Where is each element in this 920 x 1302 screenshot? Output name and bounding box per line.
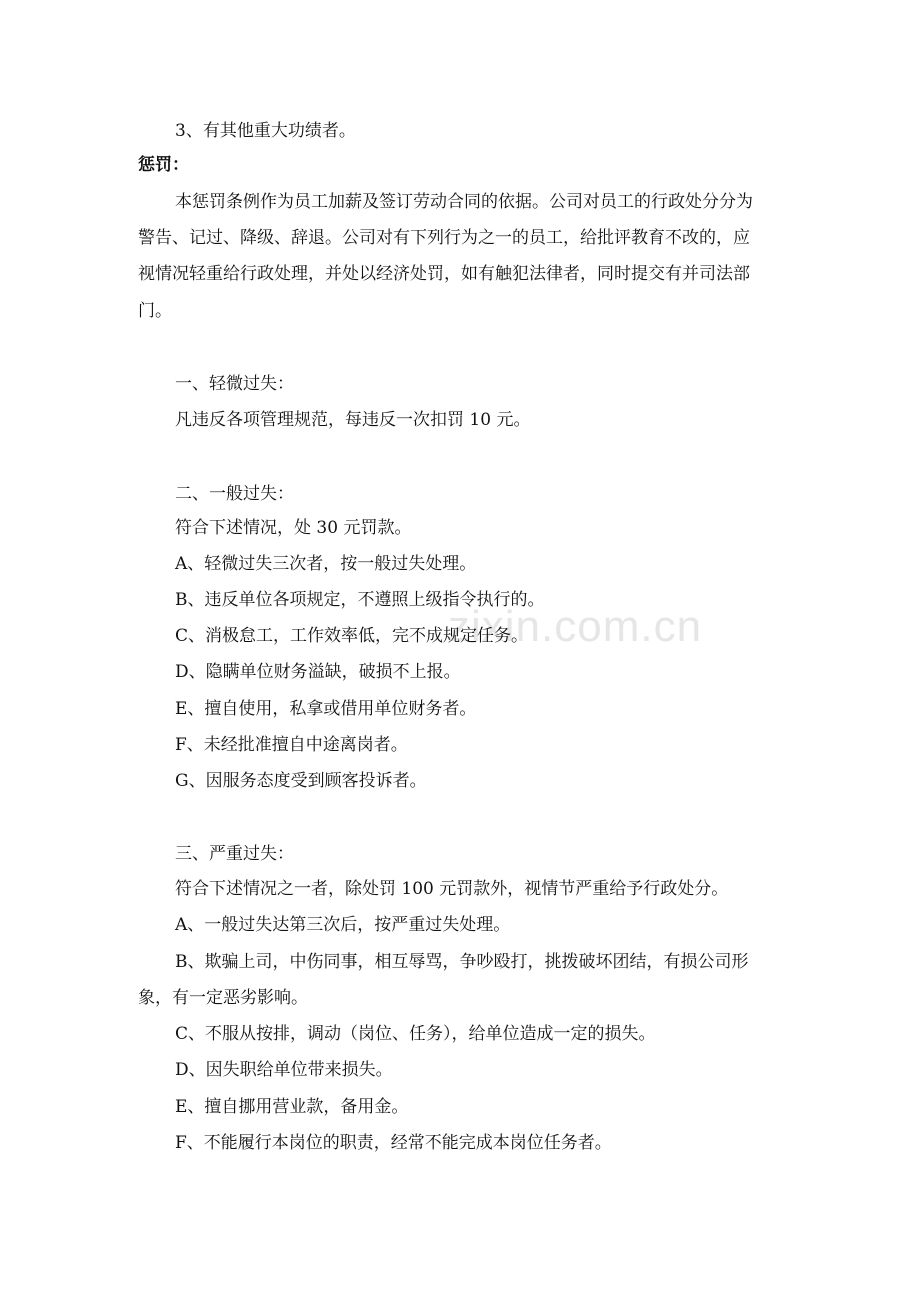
list-item: D、隐瞒单位财务溢缺，破损不上报。 <box>175 662 461 682</box>
paragraph-line: 警告、记过、降级、辞退。公司对有下列行为之一的员工，给批评教育不改的，应 <box>138 228 750 248</box>
list-item: E、擅自挪用营业款，备用金。 <box>175 1097 409 1117</box>
section-3-text: 符合下述情况之一者，除处罚 100 元罚款外，视情节严重给予行政处分。 <box>175 879 729 899</box>
section-3-title: 三、严重过失： <box>175 844 294 864</box>
section-1-text: 凡违反各项管理规范，每违反一次扣罚 10 元。 <box>175 410 531 430</box>
watermark: zixin.com.cn <box>448 602 703 651</box>
paragraph-line: 门。 <box>138 301 172 321</box>
intro-item-3: 3、有其他重大功绩者。 <box>175 121 356 141</box>
section-1-title: 一、轻微过失： <box>175 374 294 394</box>
list-item: F、未经批准擅自中途离岗者。 <box>175 735 408 755</box>
list-item: D、因失职给单位带来损失。 <box>175 1060 393 1080</box>
list-item: B、欺骗上司，中伤同事，相互辱骂，争吵殴打，挑拨破坏团结，有损公司形 <box>175 952 749 972</box>
list-item: C、不服从按排，调动（岗位、任务），给单位造成一定的损失。 <box>175 1024 656 1044</box>
paragraph-line: 视情况轻重给行政处理，并处以经济处罚，如有触犯法律者，同时提交有并司法部 <box>138 264 750 284</box>
list-item: A、轻微过失三次者，按一般过失处理。 <box>175 554 477 574</box>
paragraph-line: 本惩罚条例作为员工加薪及签订劳动合同的依据。公司对员工的行政处分分为 <box>175 192 753 212</box>
list-item: F、不能履行本岗位的职责，经常不能完成本岗位任务者。 <box>175 1133 612 1153</box>
list-item: A、一般过失达第三次后，按严重过失处理。 <box>175 915 511 935</box>
section-2-text: 符合下述情况，处 30 元罚款。 <box>175 518 412 538</box>
list-item: G、因服务态度受到顾客投诉者。 <box>175 771 427 791</box>
list-item: E、擅自使用，私拿或借用单位财务者。 <box>175 699 477 719</box>
punish-heading: 惩罚： <box>138 155 189 175</box>
list-item: C、消极怠工，工作效率低，完不成规定任务。 <box>175 626 529 646</box>
section-2-title: 二、一般过失： <box>175 484 294 504</box>
list-item: B、违反单位各项规定，不遵照上级指令执行的。 <box>175 590 545 610</box>
list-item-continuation: 象，有一定恶劣影响。 <box>138 988 308 1008</box>
